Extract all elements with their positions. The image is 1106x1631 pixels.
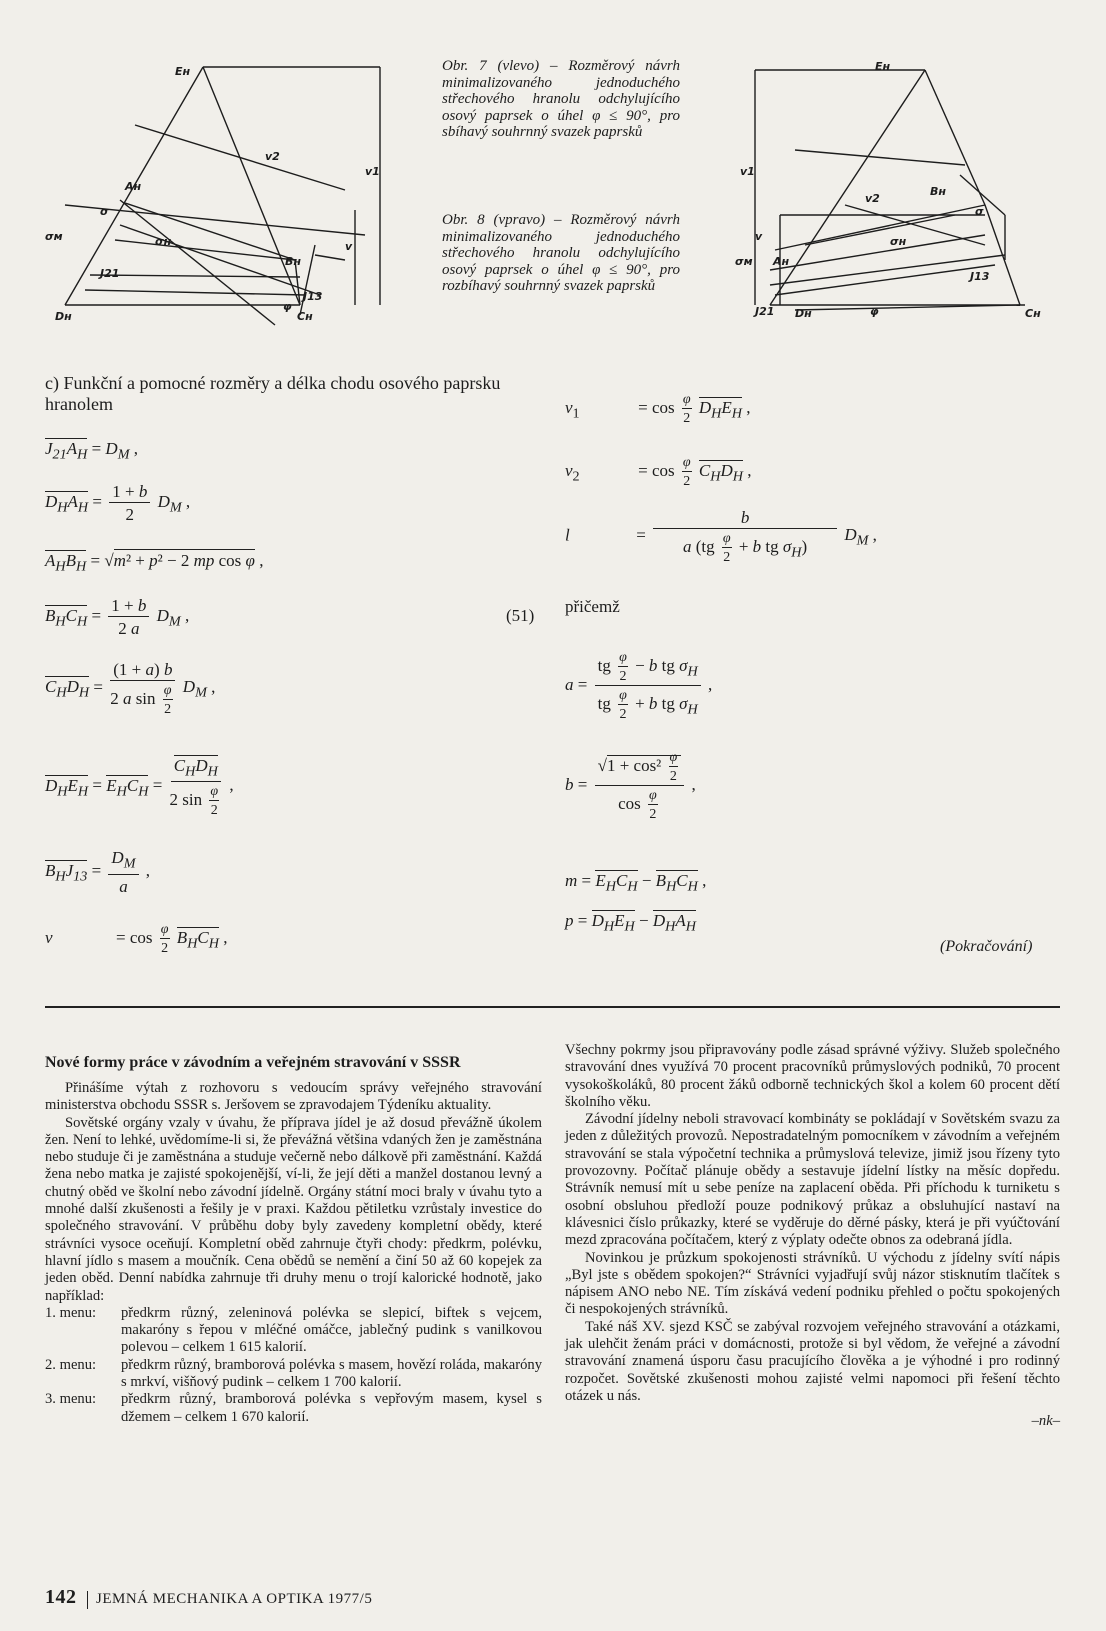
menu-label: 2. menu: — [45, 1356, 97, 1373]
page-footer — [45, 1586, 372, 1609]
fig8-label-ch: Cн — [1025, 307, 1041, 320]
eq-v2: $v_2 = \cos$ $\frac{\varphi}{2}$ $C_HD_H$ , — [565, 455, 752, 489]
article-paragraph: Také náš XV. sjezd KSČ se zabýval rozvojem veřejného stravování a otázkami, jak ulehčit ženám práci v domácnosti, protože si byl vědom, že veřejné a závodní stravování znamená úsporu času pracujícího člověka a je výhodné i pro rodinný rozpočet. Sovětské zkušenosti mohou zajisté velmi napomoci při řešení těchto otázek u nás. — [565, 1318, 1060, 1404]
eq-a: a = tg $\frac{\varphi}{2}$ − b tg $\sigma_H$ tg $\frac{\varphi}{2}$ + b tg $\sigma_H$ , — [565, 650, 713, 722]
fig8-label-phi: φ — [870, 305, 879, 318]
section-divider — [45, 1006, 1060, 1008]
fig8-label-bh: Bн — [930, 185, 946, 198]
fig8-label-sigma-h: σн — [890, 235, 907, 248]
fig7-label-phi: φ — [283, 300, 292, 313]
eq-v1: $v_1 = \cos$ $\frac{\varphi}{2}$ $D_HE_H$ , — [565, 392, 751, 426]
journal-name: JEMNÁ MECHANIKA A OPTIKA 1977/5 — [96, 1591, 373, 1607]
fig7-label-sigma: σ — [100, 205, 109, 218]
article-paragraph: Přinášíme výtah z rozhovoru s vedoucím správy veřejného stravování ministerstva obchodu SSSR s. Jeršovem se zpravodajem Týdeníku aktuality. — [45, 1080, 542, 1114]
menu-item — [45, 1357, 542, 1392]
fig8-label-v2: v2 — [865, 192, 880, 205]
fig8-label-j13: J13 — [970, 270, 990, 283]
fig7-label-bh: Bн — [285, 255, 301, 268]
article-title: Nové formy práce v závodním a veřejném stravování v SSSR — [45, 1054, 461, 1071]
fig8-caption: Obr. 8 (vpravo) – Rozměrový návrh minimalizovaného jednoduchého střechového hranolu odchylujícího osový paprsek o úhel φ ≤ 90°, pro rozbíhavý souhrnný svazek paprsků — [442, 212, 680, 295]
fig8-label-v: v — [755, 230, 763, 243]
menu-text: předkrm různý, bramborová polévka s vepřovým masem, kysel s džemem – celkem 1 670 kalorií. — [121, 1391, 542, 1425]
continued-note: (Pokračování) — [940, 938, 1033, 955]
fig8-label-sigma: σ — [975, 205, 984, 218]
fig7-label-ah: Aн — [125, 180, 142, 193]
fig7-label-eh: Eн — [175, 65, 191, 78]
fig8-label-dh: Dн — [795, 307, 812, 320]
fig8-label-ah: Aн — [773, 255, 790, 268]
eq-bhch: $B_HC_H$ = $\frac{1 + b}{2 a}$ $D_M$ , — [45, 596, 190, 638]
menu-text: předkrm různý, bramborová polévka s masem, hovězí roláda, makaróny s mrkví, višňový pudink – celkem 1 700 kalorií. — [121, 1356, 542, 1391]
eq-chdh: $C_HD_H$ = (1 + a) b 2 a sin $\frac{\varphi}{2}$ $D_M$ , — [45, 660, 216, 717]
fig8-label-j21: J21 — [755, 305, 775, 318]
eq-p: $p = D_HE_H - D_HA_H$ — [565, 911, 696, 935]
fig7-label-v1: v1 — [365, 165, 380, 178]
eq-bhj13: $B_HJ_{13}$ = $\frac{D_M}{a}$ , — [45, 848, 150, 897]
eq-number: (51) — [506, 606, 535, 625]
article-left-column — [45, 1053, 542, 1426]
fig7-label-dh: Dн — [55, 310, 72, 323]
menu-item — [45, 1391, 542, 1426]
eq-m: $m = E_HC_H - B_HC_H$ , — [565, 871, 707, 895]
footer-divider — [87, 1591, 89, 1609]
fig8-label-eh: Eн — [875, 60, 891, 73]
fig7-label-j13: J13 — [303, 290, 323, 303]
article-signature: –nk– — [1031, 1413, 1060, 1430]
page-number: 142 — [45, 1586, 77, 1608]
figure-7 — [45, 55, 445, 340]
menu-label: 1. menu: — [45, 1304, 97, 1321]
article-paragraph: Novinkou je průzkum spokojenosti strávníků. U východu z jídelny svítí nápis „Byl jste s obědem spokojen?“ Strávníci vyjadřují svůj názor stisknutím tlačítek s nápisem ANO nebo NE. Tím získává vedení podniku přehled o počtu spokojených či nespokojených strávníků. — [565, 1249, 1060, 1318]
fig7-label-ch: Cн — [297, 310, 313, 323]
fig7-label-sigma-m: σм — [45, 230, 63, 243]
fig7-caption: Obr. 7 (vlevo) – Rozměrový návrh minimalizovaného jednoduchého střechového hranolu odchylujícího osový paprsek o úhel φ ≤ 90°, pro sbíhavý souhrnný svazek paprsků — [442, 58, 680, 141]
article-paragraph: Závodní jídelny neboli stravovací kombináty se pokládají v Sovětském svazu za jeden z důležitých provozů. Nepostradatelným pomocníkem v závodním a veřejném stravování se stala výpočetní technika a průmyslová televize, jimiž jsou řízeny tyto provozovny. Počítač plánuje obědy a sestavuje jídelní lístky na měsíc dopředu. Strávník nemusí mít u sebe peníze na zaplacení oběda. Při příchodu k turniketu s osobní obsluhou předloží pouze podnikový průkaz a obsluhující nastaví na klávesnici číslo průkazky, které se vyděruje do děrné pásky, která je při vyúčtování mezd zpracována počítačem, který z výplaty odečte obnos za odebraná jídla. — [565, 1111, 1060, 1249]
menu-item — [45, 1305, 542, 1357]
where-word: přičemž — [565, 597, 620, 616]
menu-text: předkrm různý, zeleninová polévka se slepicí, biftek s vejcem, makaróny s řepou v mléčné omáčce, jablečný pudink s vanilkovou polevou – celkem 1 615 kalorií. — [121, 1304, 542, 1356]
eq-l: l = b a (tg $\frac{\varphi}{2}$ + b tg $\sigma_H$) $D_M$ , — [565, 508, 877, 565]
eq-ahbh: $A_HB_H = √m^2 + p^2 - 2$ mp cos φ , — [45, 551, 264, 575]
fig7-label-j21: J21 — [100, 267, 120, 280]
eq-dheh: $D_HE_H = E_HC_H$ = $C_HD_H$ 2 sin $\frac{\varphi}{2}$ , — [45, 756, 234, 819]
article-paragraph: Sovětské orgány vzaly v úvahu, že příprava jídel je až dosud převážně úkolem žen. Není to lehké, uvědomíme-li si, že převážná většina vdaných žen je zaměstnána nebo studuje či je zaměstnána a studuje večerně nebo dálkově při zaměstnání. Každá žena nebo matka je zajisté spokojenější, ví-li, že její děti a manžel dostanou levný a chutný oběd ve školní nebo závodní jídelně. Orgány státní moci braly v úvahu tyto a mnohé další zkušenosti a řešily je v praxi. Každou pětiletku vzrůstaly investice do společného stravování. V průběhu doby byly zavedeny kompletní obědy, které strávníci vysoce oceňují. Kompletní oběd zahrnuje čtyři chody: předkrm, polévku, hlavní jídlo s masem a moučník. Cena obědů se nemění a činí 50 až 60 kopejek za jeden oběd. Denní nabídka zahrnuje tři druhy menu o trojí kalorické hodnotě, jako například: — [45, 1114, 542, 1304]
article-paragraph: Všechny pokrmy jsou připravovány podle zásad správné výživy. Služeb společného stravování dnes využívá 70 procent pracovníků průmyslových podniků, 70 procent vysokoškoláků, 80 procent žáků odborně technických škol a kolem 60 procent dětí školního věku. — [565, 1042, 1060, 1110]
menu-label: 3. menu: — [45, 1391, 97, 1408]
fig8-label-v1: v1 — [740, 165, 755, 178]
figure-8 — [735, 55, 1075, 340]
eq-dhah: $D_HA_H$ = $\frac{1 + b}{2}$ $D_M$ , — [45, 482, 191, 524]
fig7-label-v2: v2 — [265, 150, 280, 163]
eq-j21ah: $J_{21}A_H = D_M$ , — [45, 439, 138, 463]
eq-b: b = √1 + cos² $\frac{\varphi}{2}$ cos $\frac{\varphi}{2}$ , — [565, 750, 696, 822]
fig7-label-sigma-h: σн — [155, 235, 172, 248]
eq-v: v = cos $\frac{\varphi}{2}$ $B_HC_H$ , — [45, 922, 228, 956]
fig8-label-sigma-m: σм — [735, 255, 753, 268]
article-right-column — [565, 1042, 1060, 1431]
section-heading: c) Funkční a pomocné rozměry a délka chodu osového paprsku hranolem — [45, 373, 501, 414]
fig7-label-v: v — [345, 240, 353, 253]
